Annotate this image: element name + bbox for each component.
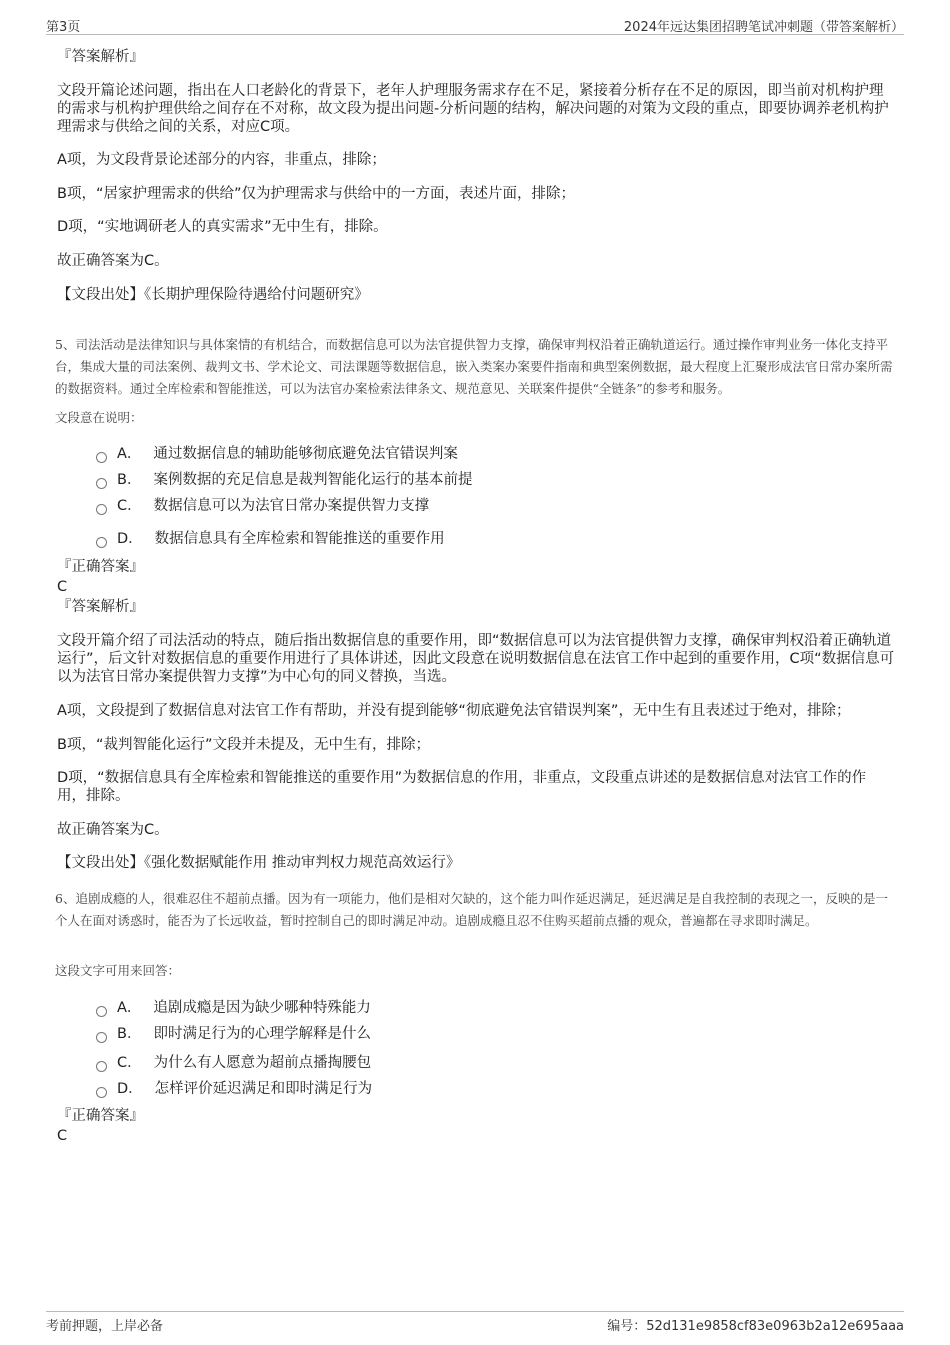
- footer-slogan: 考前押题，上岸必备: [46, 1319, 164, 1334]
- q5-line-a: A项，文段提到了数据信息对法官工作有帮助，并没有提到能够“彻底避免法官错误判案”，无中生有且表述过于绝对，排除；: [57, 703, 851, 719]
- q5-line-b: B项，“裁判智能化运行”文段并未提及，无中生有，排除；: [57, 737, 430, 753]
- q5-analysis-para: 文段开篇介绍了司法活动的特点，随后指出数据信息的重要作用，即“数据信息可以为法官提供智力支撑，确保审判权沿着正确轨道运行”，后文针对数据信息的重要作用进行了具体讲述，因此文段意在说明数据信息在法官工作中起到的重要作用，C项“数据信息可以为法官日常办案提供智力支撑”为中心句的同义替换，当选。: [57, 633, 895, 685]
- radio-icon[interactable]: [96, 1006, 107, 1017]
- q4-line-b: B项，“居家护理需求的供给”仅为护理需求与供给中的一方面，表述片面，排除；: [57, 186, 575, 202]
- q6-answer-title: 『正确答案』: [57, 1108, 144, 1124]
- q6-answer: C: [57, 1128, 68, 1144]
- q4-analysis-para: 文段开篇论述问题，指出在人口老龄化的背景下，老年人护理服务需求存在不足，紧接着分析存在不足的原因，即当前对机构护理的需求与机构护理供给之间存在不对称，故文段为提出问题-分析问题的结构，解决问题的对策为文段的重点，即要协调养老机构护理需求与供给之间的关系，对应C项。: [57, 83, 889, 135]
- q5-analysis-title: 『答案解析』: [57, 599, 144, 615]
- q6-option-a[interactable]: A． 追剧成瘾是因为缺少哪种特殊能力: [96, 999, 371, 1017]
- q4-analysis-title: 『答案解析』: [57, 49, 144, 65]
- q5-line-d: D项，“数据信息具有全库检索和智能推送的重要作用”为数据信息的作用，非重点，文段重点讲述的是数据信息对法官工作的作用，排除。: [57, 770, 867, 804]
- q5-conclusion: 故正确答案为C。: [57, 822, 169, 838]
- page-header: [46, 14, 904, 35]
- q5-answer: C: [57, 579, 68, 595]
- radio-icon[interactable]: [96, 1087, 107, 1098]
- q6-option-b[interactable]: B． 即时满足行为的心理学解释是什么: [96, 1025, 371, 1043]
- q5-prompt: 文段意在说明：: [55, 410, 143, 425]
- q5-answer-title: 『正确答案』: [57, 559, 144, 575]
- q4-line-d: D项，“实地调研老人的真实需求”无中生有，排除。: [57, 219, 388, 235]
- document-code: 编号：52d131e9858cf83e0963b2a12e695aaa: [607, 1319, 904, 1334]
- q6-stem: 6、追剧成瘾的人，很难忍住不超前点播。因为有一项能力，他们是相对欠缺的，这个能力叫作延迟满足，延迟满足是自我控制的表现之一，反映的是一个人在面对诱惑时，能否为了长远收益，暂时控制自己的即时满足冲动。追剧成瘾且忍不住购买超前点播的观众，普遍都在寻求即时满足。: [55, 891, 888, 928]
- q5-stem: 5、司法活动是法律知识与具体案情的有机结合，而数据信息可以为法官提供智力支撑，确保审判权沿着正确轨道运行。通过操作审判业务一体化支持平台，集成大量的司法案例、裁判文书、学术论文、司法课题等数据信息，嵌入类案办案要件指南和典型案例数据，最大程度上汇聚形成法官日常办案所需的数据资料。通过全库检索和智能推送，可以为法官办案检索法律条文、规范意见、关联案件提供“全链条”的参考和服务。: [55, 337, 893, 396]
- q5-option-d[interactable]: D． 数据信息具有全库检索和智能推送的重要作用: [96, 530, 445, 548]
- q6-option-d[interactable]: D． 怎样评价延迟满足和即时满足行为: [96, 1080, 372, 1098]
- page-number: 第3页: [46, 20, 81, 35]
- radio-icon[interactable]: [96, 1032, 107, 1043]
- radio-icon[interactable]: [96, 1061, 107, 1072]
- q5-source: 【文段出处】《强化数据赋能作用 推动审判权力规范高效运行》: [57, 855, 461, 871]
- q5-option-a[interactable]: A． 通过数据信息的辅助能够彻底避免法官错误判案: [96, 445, 458, 463]
- q4-line-a: A项，为文段背景论述部分的内容，非重点，排除；: [57, 152, 386, 168]
- document-title: 2024年远达集团招聘笔试冲刺题（带答案解析）: [623, 20, 904, 35]
- q4-conclusion: 故正确答案为C。: [57, 253, 169, 269]
- radio-icon[interactable]: [96, 478, 107, 489]
- q6-prompt: 这段文字可用来回答：: [55, 963, 181, 978]
- q5-option-c[interactable]: C． 数据信息可以为法官日常办案提供智力支撑: [96, 497, 429, 515]
- radio-icon[interactable]: [96, 452, 107, 463]
- page-footer: [46, 1311, 904, 1336]
- q5-option-b[interactable]: B． 案例数据的充足信息是裁判智能化运行的基本前提: [96, 471, 472, 489]
- q6-option-c[interactable]: C． 为什么有人愿意为超前点播掏腰包: [96, 1054, 371, 1072]
- radio-icon[interactable]: [96, 537, 107, 548]
- radio-icon[interactable]: [96, 504, 107, 515]
- q4-source: 【文段出处】《长期护理保险待遇给付问题研究》: [57, 287, 369, 303]
